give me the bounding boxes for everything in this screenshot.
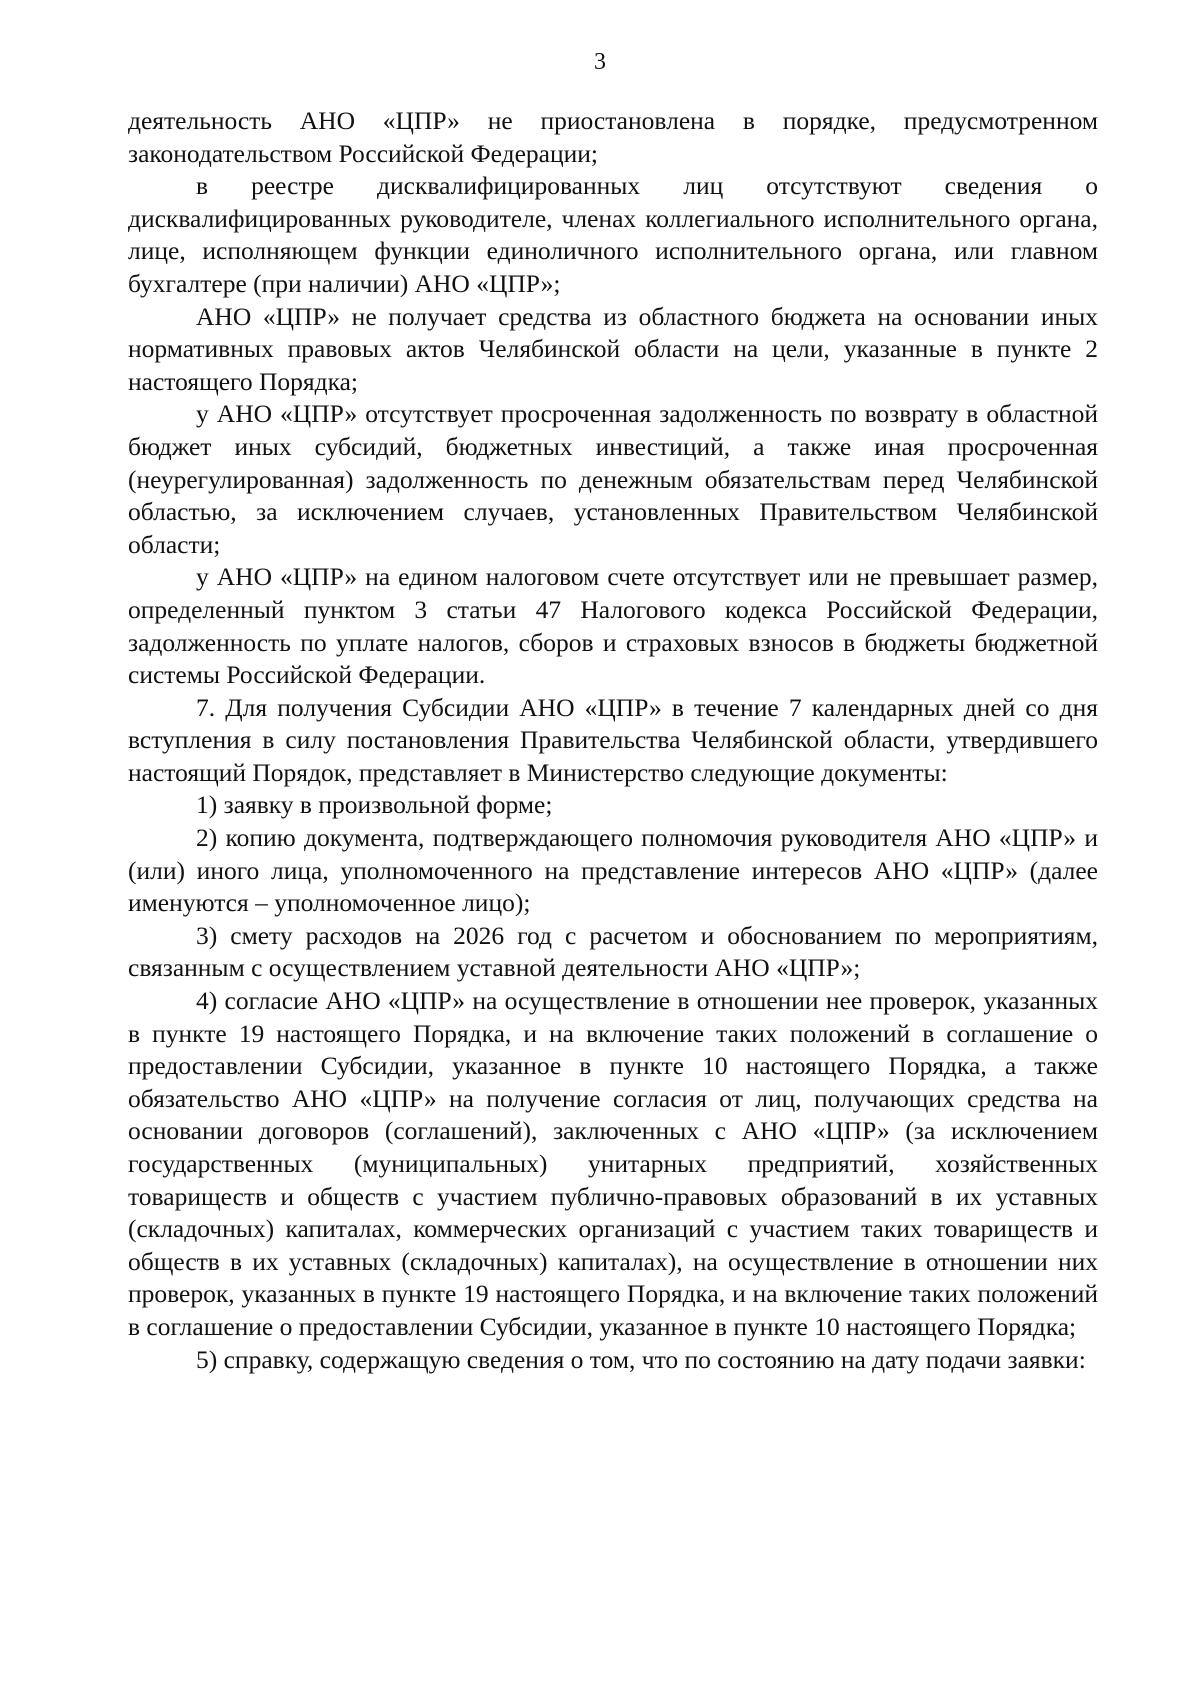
document-body [128,105,1098,1376]
paragraph-activity-not-suspended: деятельность АНО «ЦПР» не приостановлена в порядке, предусмотренном законодательством Российской Федерации; [128,106,1098,168]
page-number: 3 [594,49,606,75]
paragraph-disqualified-persons: в реестре дисквалифицированных лиц отсутствуют сведения о дисквалифицированных руководителе, членах коллегиального исполнительного органа, лице, исполняющем функции единоличного исполнительного органа, или главном бухгалтере (при наличии) АНО «ЦПР»; [128,171,1098,298]
paragraph-no-other-funding: АНО «ЦПР» не получает средства из областного бюджета на основании иных нормативных правовых актов Челябинской области на цели, указанные в пункте 2 настоящего Порядка; [128,301,1098,396]
list-item-4-consent: 4) согласие АНО «ЦПР» на осуществление в отношении нее проверок, указанных в пункте 19 настоящего Порядка, и на включение таких положений в соглашение о предоставлении Субсидии, указанное в пункте 10 настоящего Порядка, а также обязательство АНО «ЦПР» на получение согласия от лиц, получающих средства на основании договоров (соглашений), заключенных с АНО «ЦПР» (за исключением государственных (муниципальных) унитарных предприятий, хозяйственных товариществ и обществ с участием публично-правовых образований в их уставных (складочных) капиталах, коммерческих организаций с участием таких товариществ и обществ в их уставных (складочных) капиталах), на осуществление в отношении них проверок, указанных в пункте 19 настоящего Порядка, и на включение таких положений в соглашение о предоставлении Субсидии, указанное в пункте 10 настоящего Порядка; [128,986,1098,1341]
paragraph-item-7: 7. Для получения Субсидии АНО «ЦПР» в течение 7 календарных дней со дня вступления в силу постановления Правительства Челябинской области, утвердившего настоящий Порядок, представляет в Министерство следующие документы: [128,692,1098,787]
list-item-1-application: 1) заявку в произвольной форме; [196,790,553,820]
list-item-3-cost-estimate: 3) смету расходов на 2026 год с расчетом и обоснованием по мероприятиям, связанным с осуществлением уставной деятельности АНО «ЦПР»; [128,920,1098,983]
list-item-2-authority-document: 2) копию документа, подтверждающего полномочия руководителя АНО «ЦПР» и (или) иного лица, уполномоченного на представление интересов АНО «ЦПР» (далее именуются – уполномоченное лицо); [128,823,1098,918]
paragraph-no-overdue-debt: у АНО «ЦПР» отсутствует просроченная задолженность по возврату в областной бюджет иных субсидий, бюджетных инвестиций, а также иная просроченная (неурегулированная) задолженность по денежным обязательствам перед Челябинской областью, за исключением случаев, установленных Правительством Челябинской области; [128,399,1098,559]
list-item-5-certificate: 5) справку, содержащую сведения о том, что по состоянию на дату подачи заявки: [196,1344,1086,1374]
paragraph-tax-account: у АНО «ЦПР» на едином налоговом счете отсутствует или не превышает размер, определенный пунктом 3 статьи 47 Налогового кодекса Российской Федерации, задолженность по уплате налогов, сборов и страховых взносов в бюджеты бюджетной системы Российской Федерации. [128,562,1098,690]
